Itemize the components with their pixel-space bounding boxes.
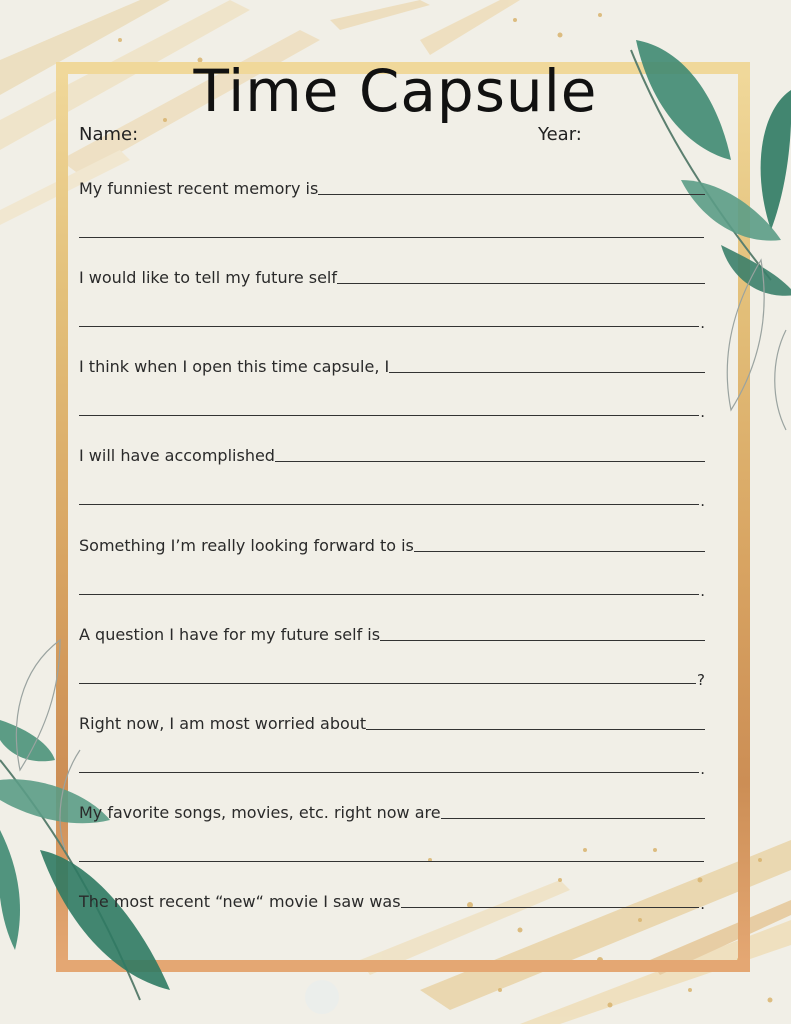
prompt-text: A question I have for my future self is <box>79 625 381 644</box>
answer-line[interactable] <box>414 537 705 552</box>
answer-line[interactable] <box>318 180 705 195</box>
answer-line[interactable] <box>389 358 705 373</box>
prompt-text: Something I’m really looking forward to is <box>79 536 414 555</box>
prompt-accomplished <box>79 443 705 508</box>
end-mark: . <box>700 492 705 510</box>
end-mark: . <box>700 582 705 600</box>
answer-line[interactable] <box>79 312 699 327</box>
answer-line[interactable] <box>275 447 705 462</box>
answer-line[interactable] <box>79 669 696 684</box>
prompt-recent-movie <box>79 889 705 911</box>
prompt-funniest-memory <box>79 176 705 241</box>
prompt-tell-future-self <box>79 265 705 330</box>
prompt-question-future-self <box>79 622 705 687</box>
prompt-text: I think when I open this time capsule, I <box>79 357 390 376</box>
answer-line[interactable] <box>79 490 699 505</box>
prompt-text: I would like to tell my future self <box>79 268 338 287</box>
answer-line[interactable] <box>401 893 700 908</box>
end-mark: . <box>700 760 705 778</box>
prompt-favorite-songs-movies <box>79 800 705 865</box>
prompt-text: The most recent “new“ movie I saw was <box>79 892 401 911</box>
name-label: Name: <box>79 124 139 145</box>
answer-line[interactable] <box>441 804 705 819</box>
page-title: Time Capsule <box>193 56 598 125</box>
answer-line[interactable] <box>380 626 705 641</box>
answer-line[interactable] <box>366 715 705 730</box>
answer-line[interactable] <box>79 401 699 416</box>
answer-line[interactable] <box>337 269 705 284</box>
answer-line[interactable] <box>79 223 704 238</box>
prompt-text: I will have accomplished <box>79 446 275 465</box>
prompt-worried-about <box>79 711 705 776</box>
watermark-logo <box>305 980 339 1014</box>
answer-line[interactable] <box>79 847 704 862</box>
year-label: Year: <box>538 124 582 145</box>
answer-line[interactable] <box>79 758 699 773</box>
end-mark: . <box>700 403 705 421</box>
end-mark: . <box>700 895 705 913</box>
prompt-text: My favorite songs, movies, etc. right now are <box>79 803 441 822</box>
end-mark: ? <box>697 671 705 689</box>
prompt-text: Right now, I am most worried about <box>79 714 367 733</box>
prompt-open-capsule <box>79 354 705 419</box>
prompt-text: My funniest recent memory is <box>79 179 319 198</box>
prompt-looking-forward <box>79 533 705 598</box>
answer-line[interactable] <box>79 580 699 595</box>
end-mark: . <box>700 314 705 332</box>
